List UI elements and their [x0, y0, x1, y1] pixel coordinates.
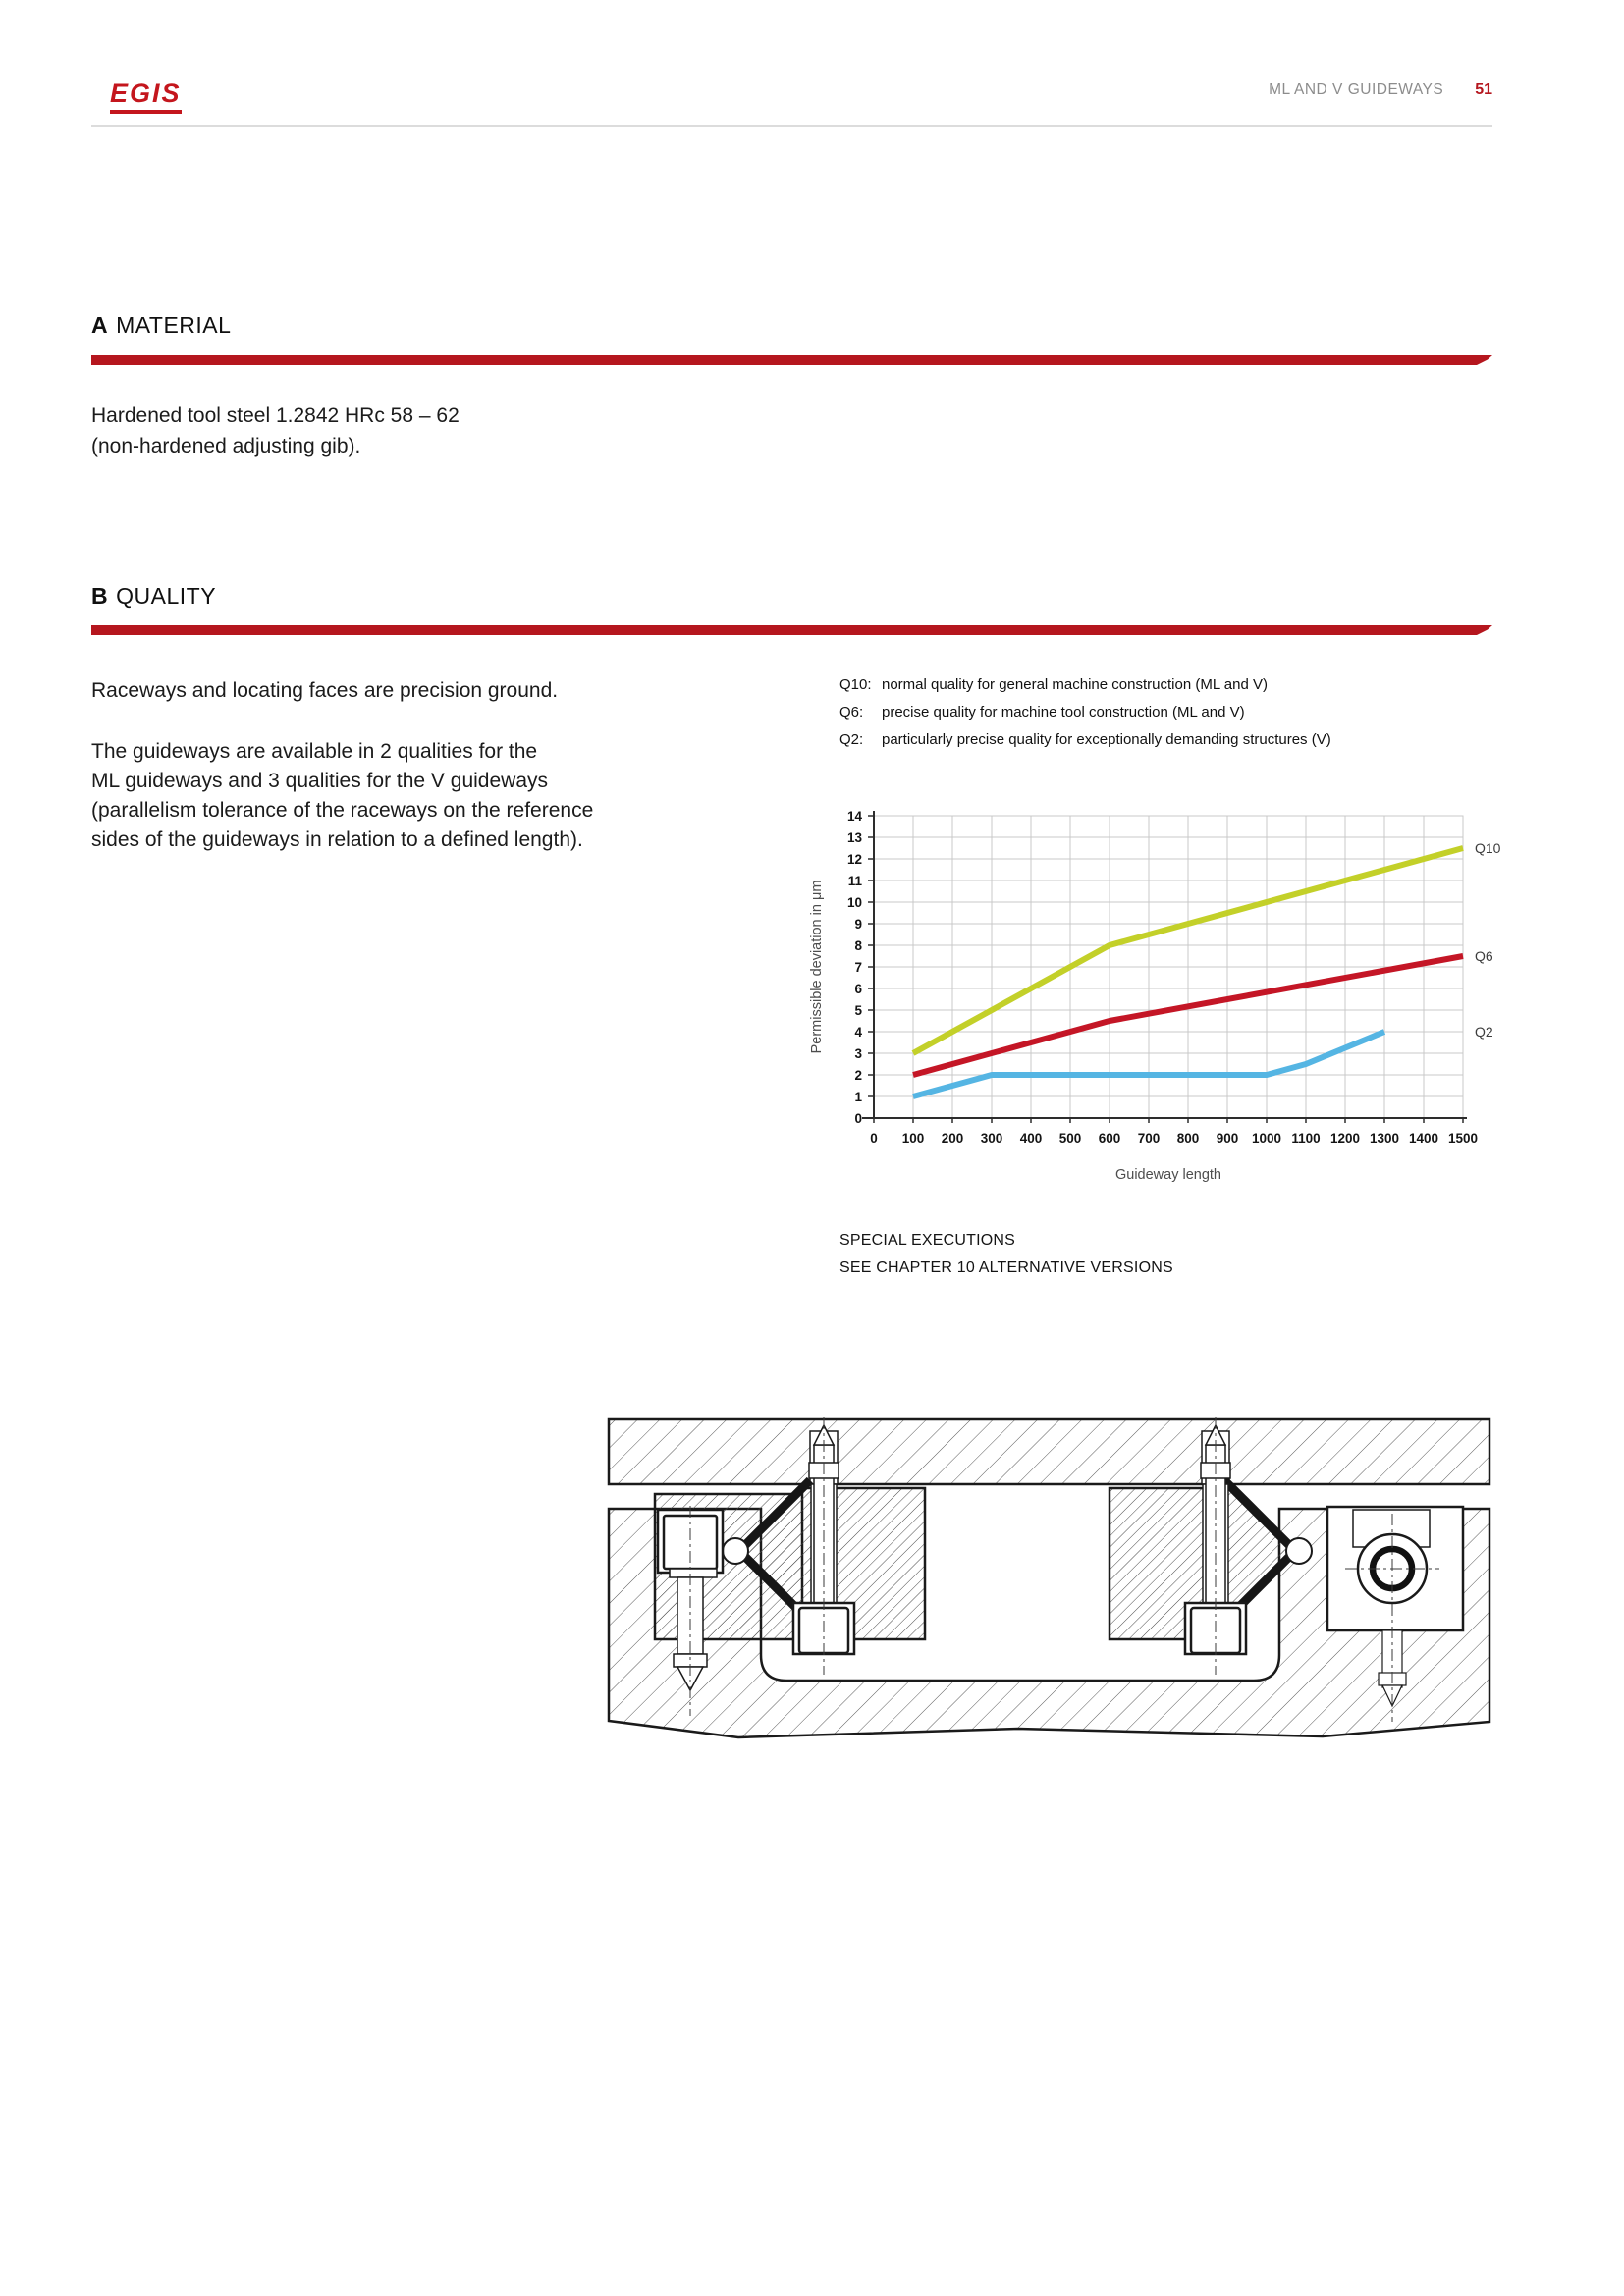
- svg-text:8: 8: [854, 938, 862, 953]
- legend-description: normal quality for general machine construction (ML and V): [882, 676, 1268, 693]
- page-header: [1269, 81, 1492, 99]
- svg-text:1100: 1100: [1291, 1131, 1321, 1146]
- svg-text:1400: 1400: [1408, 1131, 1439, 1146]
- svg-text:100: 100: [901, 1131, 925, 1146]
- svg-text:1000: 1000: [1251, 1131, 1282, 1146]
- svg-text:Guideway length: Guideway length: [1114, 1167, 1222, 1183]
- legend-term: Q10:: [839, 676, 872, 693]
- svg-text:1500: 1500: [1447, 1131, 1479, 1146]
- svg-text:13: 13: [846, 830, 862, 845]
- header-chapter-title: ML AND V GUIDEWAYS: [1269, 81, 1444, 98]
- header-divider: [91, 125, 1492, 127]
- right-roller: [1286, 1538, 1312, 1564]
- svg-text:500: 500: [1058, 1131, 1082, 1146]
- legend-description: particularly precise quality for exceptionally demanding structures (V): [882, 731, 1331, 748]
- svg-text:7: 7: [854, 960, 862, 975]
- legend-term: Q6:: [839, 704, 864, 721]
- svg-text:600: 600: [1098, 1131, 1121, 1146]
- svg-text:3: 3: [854, 1046, 862, 1061]
- section-b-title: B QUALITY: [91, 583, 217, 609]
- svg-text:0: 0: [870, 1131, 878, 1146]
- svg-text:10: 10: [846, 895, 862, 910]
- egis-logo: EGIS: [110, 80, 182, 114]
- svg-text:Q6: Q6: [1475, 948, 1493, 964]
- legend-term: Q2:: [839, 731, 864, 748]
- svg-text:Permissible deviation in μm: Permissible deviation in μm: [809, 880, 825, 1054]
- svg-text:Q2: Q2: [1475, 1024, 1493, 1040]
- section-b-paragraph-1: Raceways and locating faces are precision ground.: [91, 679, 559, 702]
- svg-text:14: 14: [846, 809, 862, 824]
- quality-tolerance-chart: [803, 800, 1500, 1193]
- svg-text:1: 1: [854, 1090, 862, 1104]
- svg-text:2: 2: [854, 1068, 862, 1083]
- svg-text:200: 200: [941, 1131, 964, 1146]
- section-a-letter: A: [91, 312, 109, 338]
- guideway-cross-section-drawing: [601, 1412, 1504, 1750]
- svg-text:0: 0: [854, 1111, 862, 1126]
- svg-text:700: 700: [1137, 1131, 1161, 1146]
- section-a-rule: [91, 355, 1492, 365]
- svg-text:4: 4: [854, 1025, 862, 1040]
- page-number: 51: [1475, 81, 1492, 98]
- svg-text:400: 400: [1019, 1131, 1043, 1146]
- legend-description: precise quality for machine tool construction (ML and V): [882, 704, 1245, 721]
- svg-text:6: 6: [854, 982, 862, 996]
- svg-text:5: 5: [854, 1003, 862, 1018]
- section-a-body: Hardened tool steel 1.2842 HRc 58 – 62 (non-hardened adjusting gib).: [91, 404, 460, 457]
- section-a-title: A MATERIAL: [91, 312, 232, 338]
- section-b-rule: [91, 625, 1492, 635]
- svg-text:11: 11: [847, 874, 862, 888]
- svg-text:300: 300: [980, 1131, 1003, 1146]
- machine-slide-section: [609, 1419, 1489, 1484]
- svg-text:800: 800: [1176, 1131, 1200, 1146]
- section-b-letter: B: [91, 583, 109, 609]
- left-roller: [723, 1538, 748, 1564]
- svg-text:900: 900: [1216, 1131, 1239, 1146]
- svg-text:1300: 1300: [1369, 1131, 1400, 1146]
- clamp-ring: [1353, 1510, 1430, 1603]
- special-executions-note: SPECIAL EXECUTIONS SEE CHAPTER 10 ALTERNATIVE VERSIONS: [839, 1232, 1173, 1276]
- svg-text:Q10: Q10: [1475, 840, 1500, 856]
- svg-text:12: 12: [846, 852, 862, 867]
- section-b-paragraph-2: The guideways are available in 2 qualities for the ML guideways and 3 qualities for the V guideways (parallelism tolerance of the raceways on the reference sides of the guideways in relation to a defined length).: [91, 740, 594, 851]
- svg-text:9: 9: [854, 917, 862, 932]
- svg-text:1200: 1200: [1329, 1131, 1361, 1146]
